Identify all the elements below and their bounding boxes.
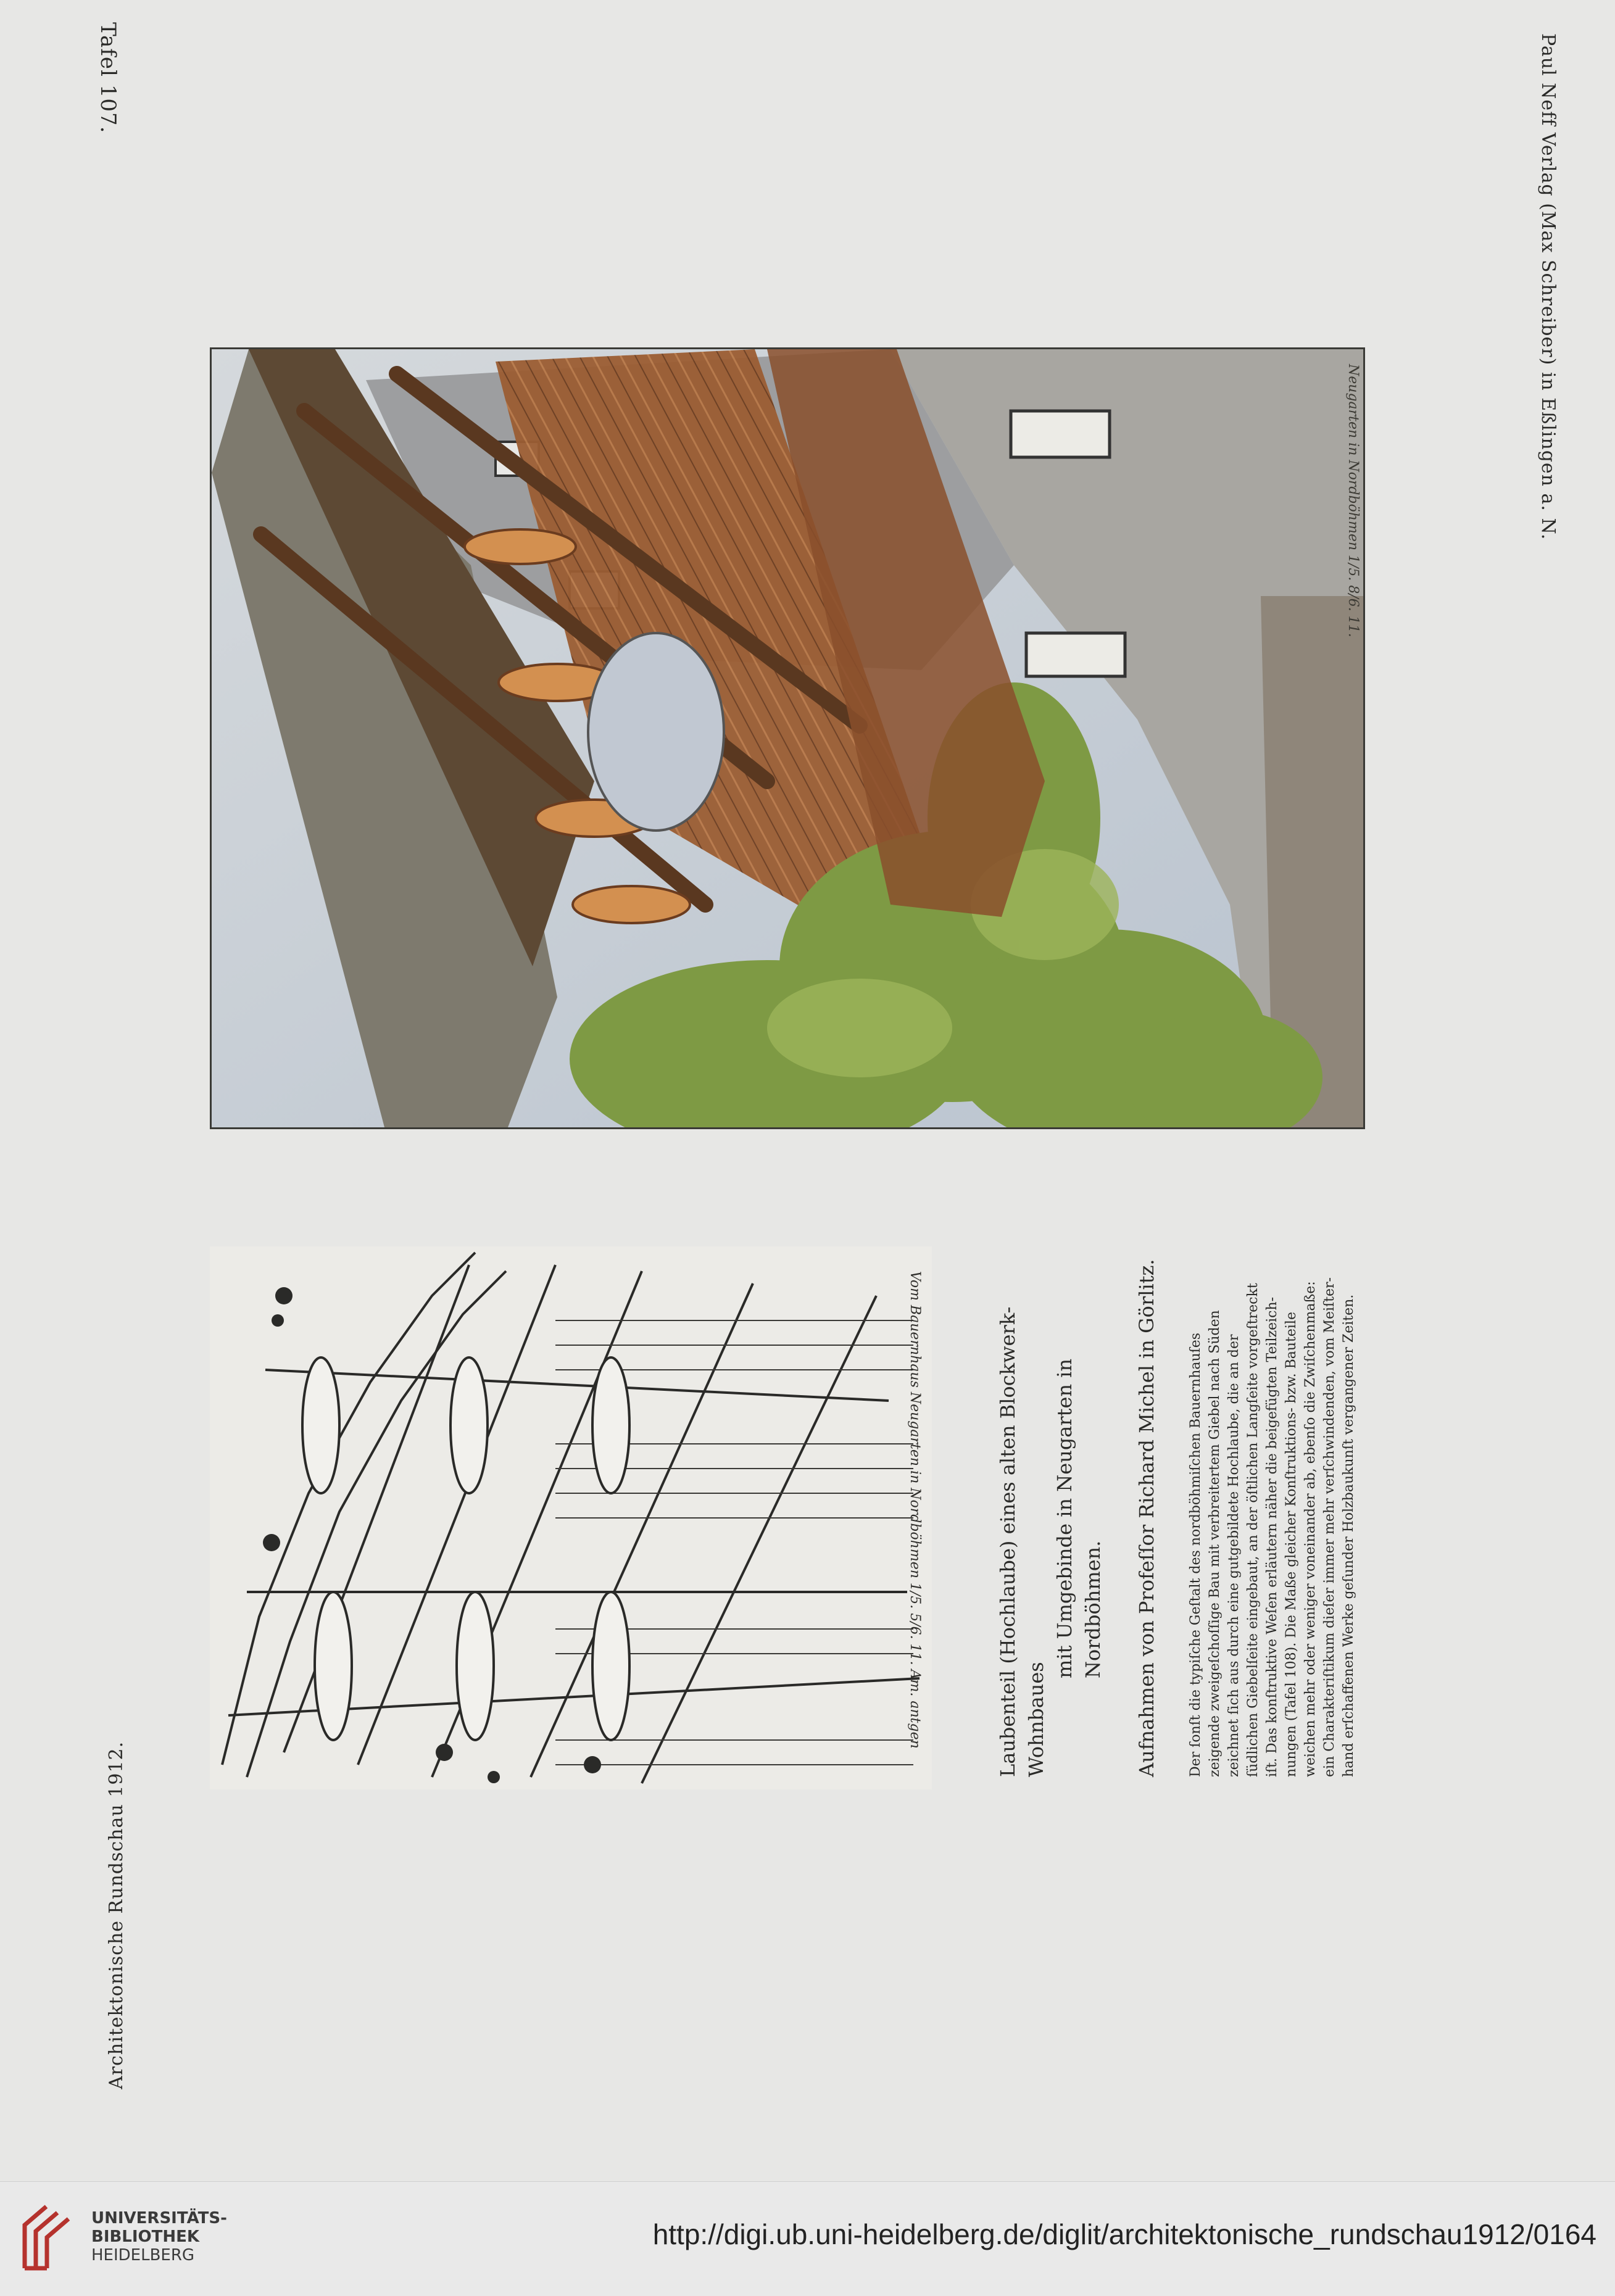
footer-bar xyxy=(0,2181,1615,2296)
caption-body xyxy=(1186,1234,1358,1777)
plate-number: Tafel 107. xyxy=(96,22,120,134)
caption-block xyxy=(994,1234,1407,1777)
library-name-line2: BIBLIOTHEK xyxy=(91,2228,200,2246)
library-logo-icon[interactable] xyxy=(19,2200,80,2274)
publisher-line: Paul Neff Verlag (Max Schreiber) in Eßlingen a. N. xyxy=(1537,33,1559,541)
sketch-image xyxy=(210,1246,932,1789)
caption-body-line: ein Charakteriſtikum dieſer immer mehr verſchwindenden, vom Meiſter- xyxy=(1322,1277,1337,1777)
caption-body-line: ſüdlichen Giebelſeite eingebaut, an der öſtlichen Langſeite vorgeſtreckt xyxy=(1245,1283,1261,1777)
watercolor-image xyxy=(212,349,1363,1127)
caption-body-line: zeigende zweigeſchoſſige Bau mit verbreitertem Giebel nach Süden xyxy=(1207,1310,1223,1777)
caption-title-2: mit Umgebinde in Neugarten in Nordböhmen. xyxy=(1053,1358,1105,1678)
library-name xyxy=(91,2209,227,2265)
painting-signature: Neugarten in Nordböhmen 1/5. 8/6. 11. xyxy=(1345,364,1361,637)
watercolor-painting xyxy=(210,347,1365,1129)
caption-body-line: weichen mehr oder weniger voneinander ab, ebenſo die Zwiſchenmaße: xyxy=(1303,1281,1318,1777)
library-name-line1: UNIVERSITÄTS- xyxy=(91,2209,227,2228)
sketch-signature: Vom Bauernhaus Neugarten in Nordböhmen 1/5. 5/6. 11. Am. antgen xyxy=(907,1271,923,1749)
caption-body-line: zeichnet ſich aus durch eine gutgebildete Hochlaube, die an der xyxy=(1226,1334,1242,1777)
caption-body-line: Der ſonſt die typiſche Geſtalt des nordböhmiſchen Bauernhauſes xyxy=(1188,1332,1203,1777)
journal-title: Architektonische Rundschau 1912. xyxy=(106,1741,127,2089)
library-name-line3: HEIDELBERG xyxy=(91,2246,195,2265)
ink-sketch xyxy=(210,1246,932,1789)
caption-title-1: Laubenteil (Hochlaube) eines alten Blockwerk-Wohnbaues xyxy=(996,1306,1048,1777)
caption-author: Aufnahmen von Profeſſor Richard Michel in Görlitz. xyxy=(1135,1259,1158,1777)
caption-body-line: nungen (Tafel 108). Die Maße gleicher Konſtruktions- bzw. Bauteile xyxy=(1284,1312,1299,1777)
caption-body-line: iſt. Das konſtruktive Weſen erläutern näher die beigefügten Teilzeich- xyxy=(1264,1296,1280,1777)
permalink-url[interactable]: http://digi.ub.uni-heidelberg.de/diglit/architektonische_rundschau1912/0164 xyxy=(652,2218,1596,2250)
caption-body-line: hand erſchaffenen Werke geſunder Holzbaukunſt vergangener Zeiten. xyxy=(1341,1294,1356,1777)
